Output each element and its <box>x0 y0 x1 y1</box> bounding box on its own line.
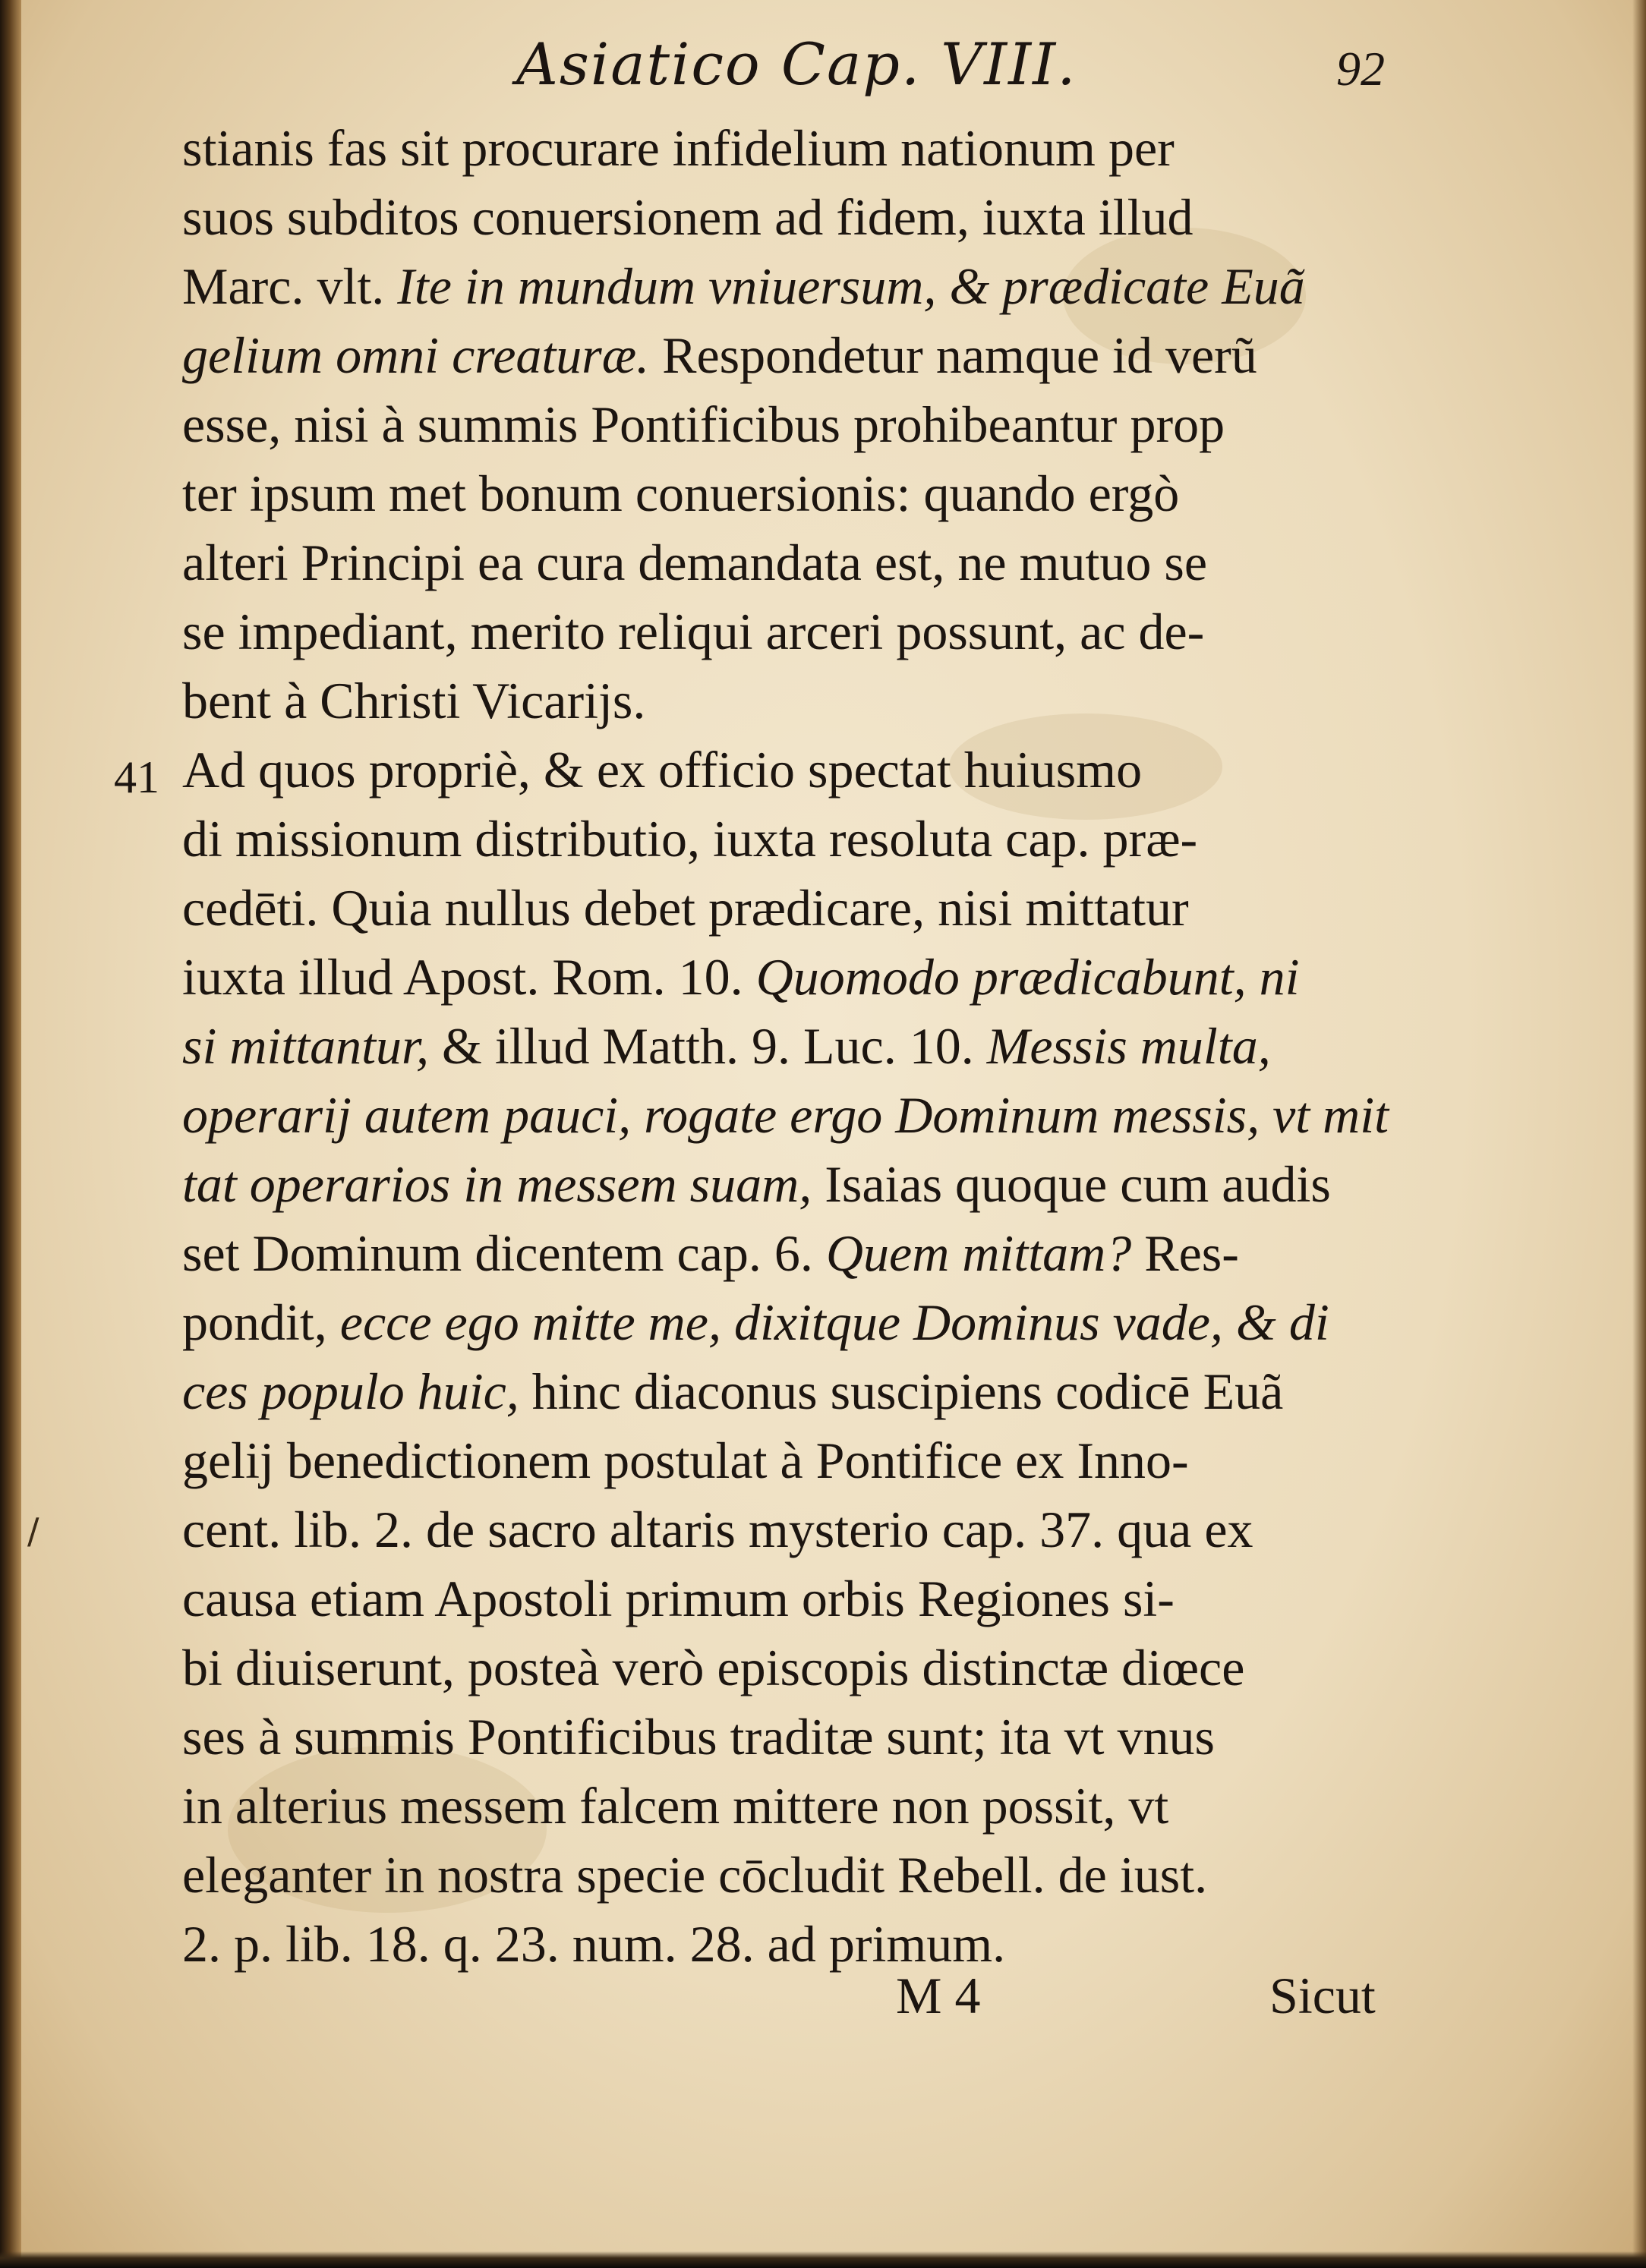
page-footer <box>0 1966 1646 2034</box>
roman-text: bi diuiserunt, posteà verò episcopis distinctæ diœce <box>182 1639 1245 1696</box>
bottom-edge-shadow <box>0 2251 1646 2268</box>
text-line <box>182 390 1427 459</box>
text-line <box>182 597 1427 666</box>
text-line <box>182 1841 1427 1910</box>
text-line <box>182 183 1427 252</box>
roman-text: gelij benedictionem postulat à Pontifice ex Inno- <box>182 1432 1189 1489</box>
roman-text: di missionum distributio, iuxta resoluta cap. præ- <box>182 810 1198 868</box>
italic-text: Messis multa, <box>986 1017 1271 1075</box>
roman-text: se impediant, merito reliqui arceri possunt, ac de- <box>182 603 1205 660</box>
text-line <box>182 1012 1427 1081</box>
text-line <box>182 666 1427 736</box>
roman-text: ses à summis Pontificibus traditæ sunt; ita vt vnus <box>182 1708 1215 1766</box>
page-header <box>0 30 1646 106</box>
text-line <box>182 943 1427 1012</box>
roman-text: eleganter in nostra specie cōcludit Rebell. de iust. <box>182 1846 1208 1904</box>
italic-text: gelium omni creaturæ. <box>182 326 650 384</box>
italic-text: si mittantur, <box>182 1017 429 1075</box>
roman-text: Respondetur namque id verũ <box>649 326 1257 384</box>
roman-text: iuxta illud Apost. Rom. 10. <box>182 948 756 1006</box>
italic-text: Ite in mundum vniuersum, & prædicate Euã <box>397 257 1305 315</box>
roman-text: Ad quos propriè, & ex officio spectat huiusmo <box>182 741 1143 799</box>
text-line <box>182 1288 1427 1357</box>
italic-text: tat operarios in messem suam, <box>182 1155 812 1213</box>
catchword: Sicut <box>1269 1967 1376 2024</box>
roman-text: suos subditos conuersionem ad fidem, iuxta illud <box>182 188 1194 246</box>
text-line <box>182 1150 1427 1219</box>
roman-text: Marc. vlt. <box>182 257 398 315</box>
text-line <box>182 1219 1427 1288</box>
text-line <box>182 459 1427 528</box>
italic-text: operarij autem pauci, rogate ergo Dominum messis, vt mit <box>182 1086 1389 1144</box>
binding-edge <box>0 0 21 2268</box>
text-line <box>182 805 1427 874</box>
roman-text: ter ipsum met bonum conuersionis: quando ergò <box>182 465 1180 522</box>
roman-text: stianis fas sit procurare infidelium nationum per <box>182 119 1175 177</box>
text-line <box>182 1081 1427 1150</box>
text-line <box>182 321 1427 390</box>
roman-text: Res- <box>1131 1224 1239 1282</box>
roman-text: causa etiam Apostoli primum orbis Regiones si- <box>182 1570 1175 1627</box>
text-line <box>182 1564 1427 1633</box>
signature-mark: M 4 <box>896 1967 981 2024</box>
roman-text: cedēti. Quia nullus debet prædicare, nisi mittatur <box>182 879 1189 937</box>
roman-text: 2. p. lib. 18. q. 23. num. 28. ad primum. <box>182 1915 1006 1973</box>
roman-text: & illud Matth. 9. Luc. 10. <box>428 1017 987 1075</box>
text-line <box>182 736 1427 805</box>
text-line <box>182 1357 1427 1426</box>
body-text <box>182 114 1427 1979</box>
text-line <box>182 1426 1427 1495</box>
page-edge-shadow <box>1632 0 1646 2268</box>
text-line <box>182 1633 1427 1703</box>
roman-text: alteri Principi ea cura demandata est, ne mutuo se <box>182 534 1208 591</box>
margin-mark: / <box>27 1510 39 1551</box>
text-line <box>182 1703 1427 1772</box>
roman-text: Isaias quoque cum audis <box>812 1155 1331 1213</box>
roman-text: hinc diaconus suscipiens codicē Euã <box>519 1362 1284 1420</box>
text-line <box>182 114 1427 183</box>
text-line <box>182 874 1427 943</box>
italic-text: Quem mittam? <box>825 1224 1132 1282</box>
italic-text: ecce ego mitte me, dixitque Dominus vade, & di <box>339 1293 1329 1351</box>
roman-text: set Dominum dicentem cap. 6. <box>182 1224 826 1282</box>
roman-text: cent. lib. 2. de sacro altaris mysterio cap. 37. qua ex <box>182 1501 1253 1558</box>
text-line <box>182 1495 1427 1564</box>
text-line <box>182 1772 1427 1841</box>
italic-text: ces populo huic, <box>182 1362 519 1420</box>
text-line <box>182 528 1427 597</box>
paragraph-number: 41 <box>114 752 159 802</box>
page-number: 92 <box>1336 42 1385 96</box>
running-title: Asiatico Cap. VIII. <box>516 30 1077 98</box>
text-line <box>182 252 1427 321</box>
roman-text: esse, nisi à summis Pontificibus prohibeantur prop <box>182 395 1225 453</box>
italic-text: Quomodo prædicabunt, ni <box>755 948 1300 1006</box>
roman-text: bent à Christi Vicarijs. <box>182 672 646 729</box>
roman-text: pondit, <box>182 1293 340 1351</box>
roman-text: in alterius messem falcem mittere non possit, vt <box>182 1777 1169 1835</box>
